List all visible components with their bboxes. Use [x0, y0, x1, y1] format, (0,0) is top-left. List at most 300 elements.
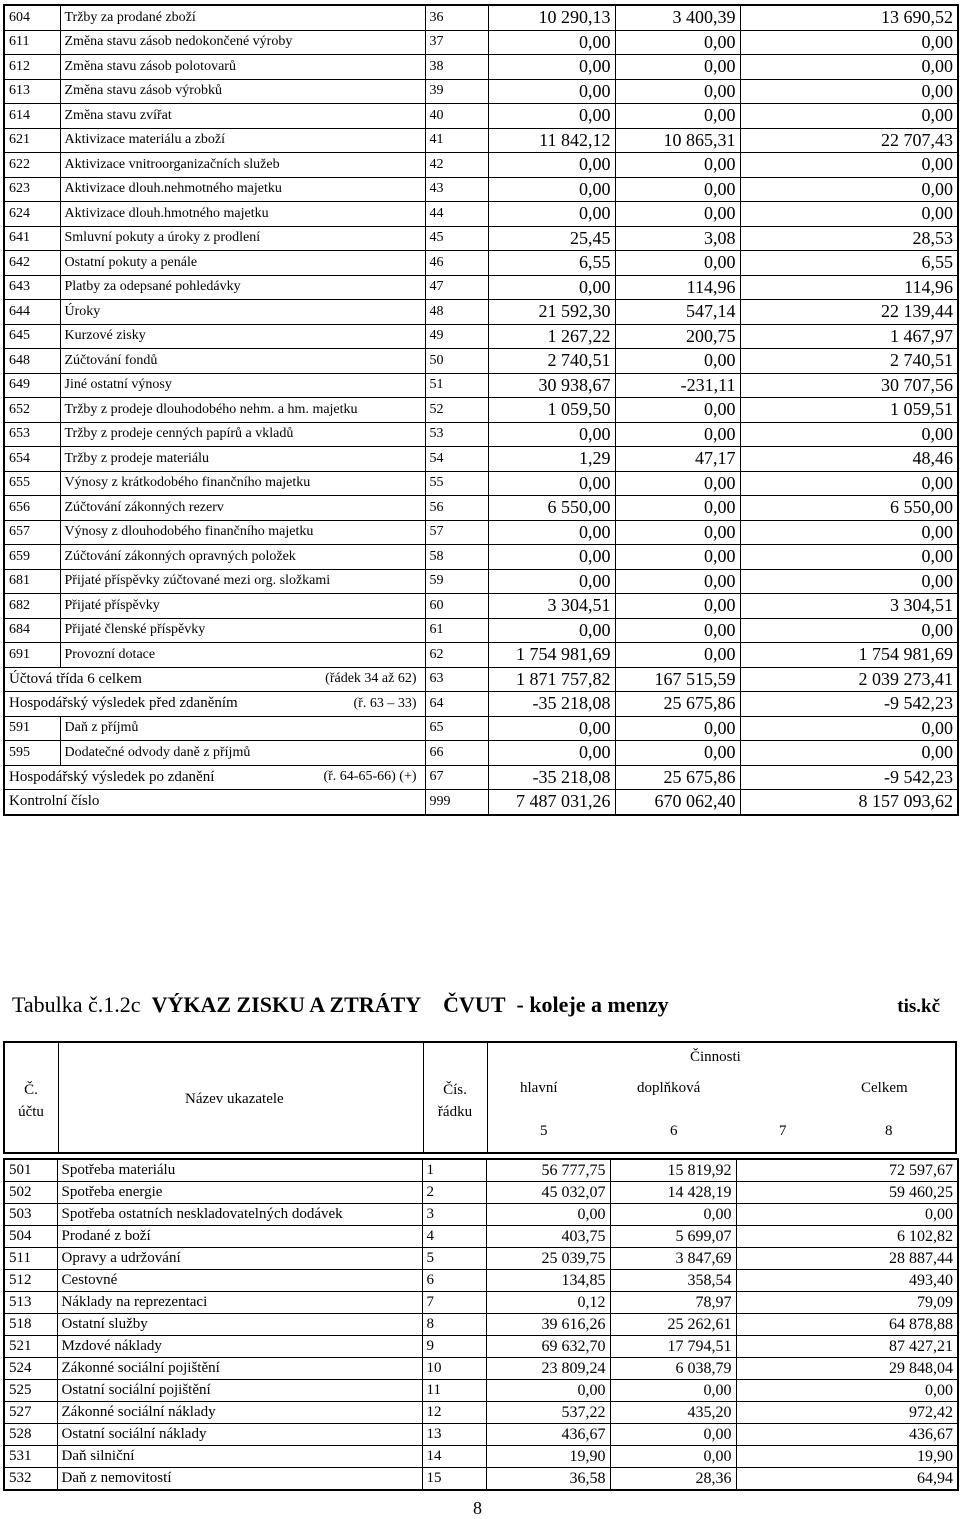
supplementary-activity-value: 670 062,40	[615, 790, 740, 815]
table-row	[4, 1226, 958, 1248]
table-row	[4, 1270, 958, 1292]
supplementary-activity-value: 5 699,07	[610, 1226, 736, 1248]
total-value: -9 542,23	[740, 765, 958, 790]
account-number: 648	[4, 349, 60, 374]
total-value: 22 707,43	[740, 128, 958, 153]
main-activity-value: 134,85	[486, 1270, 610, 1292]
supplementary-activity-value: 10 865,31	[615, 128, 740, 153]
main-activity-value: 0,00	[488, 30, 615, 55]
table-row	[4, 692, 958, 717]
indicator-name: Daň z příjmů	[60, 716, 425, 741]
col-header-account: Č. účtu	[18, 1082, 44, 1120]
total-value: 3 304,51	[740, 594, 958, 619]
supplementary-activity-value: 0,00	[615, 177, 740, 202]
col-header-supplementary: doplňková	[637, 1080, 701, 1096]
main-activity-value: 0,00	[488, 471, 615, 496]
supplementary-activity-value: 15 819,92	[610, 1159, 736, 1182]
supplementary-activity-value: 17 794,51	[610, 1336, 736, 1358]
row-number: 67	[425, 765, 488, 790]
supplementary-activity-value: 0,00	[615, 618, 740, 643]
account-number: 511	[4, 1248, 57, 1270]
table-row	[4, 741, 958, 766]
col-header-main: hlavní	[520, 1080, 558, 1096]
indicator-name: Aktivizace dlouh.nehmotného majetku	[60, 177, 425, 202]
supplementary-activity-value: 0,00	[615, 716, 740, 741]
indicator-name: Dodatečné odvody daně z příjmů	[60, 741, 425, 766]
total-value: 28,53	[740, 226, 958, 251]
supplementary-activity-value: 0,00	[615, 55, 740, 80]
row-number: 52	[425, 398, 488, 423]
account-number: 641	[4, 226, 60, 251]
indicator-name: Kurzové zisky	[60, 324, 425, 349]
indicator-name: Přijaté členské příspěvky	[60, 618, 425, 643]
total-value: 30 707,56	[740, 373, 958, 398]
supplementary-activity-value: 0,00	[615, 251, 740, 276]
account-number: 528	[4, 1424, 57, 1446]
indicator-name: Zákonné sociální pojištění	[57, 1358, 422, 1380]
table-row	[4, 226, 958, 251]
col-number-8: 8	[885, 1123, 893, 1139]
supplementary-activity-value: 6 038,79	[610, 1358, 736, 1380]
row-number: 53	[425, 422, 488, 447]
row-number: 13	[422, 1424, 486, 1446]
table-row	[4, 667, 958, 692]
table-row	[4, 373, 958, 398]
supplementary-activity-value: 25 675,86	[615, 765, 740, 790]
table-row	[4, 1182, 958, 1204]
indicator-name: Ostatní pokuty a penále	[60, 251, 425, 276]
indicator-name: Změna stavu zásob výrobků	[60, 79, 425, 104]
table-row	[4, 1468, 958, 1491]
row-number: 1	[422, 1159, 486, 1182]
main-activity-value: 45 032,07	[486, 1182, 610, 1204]
main-activity-value: 0,00	[488, 79, 615, 104]
row-number: 50	[425, 349, 488, 374]
main-activity-value: 436,67	[486, 1424, 610, 1446]
row-number: 61	[425, 618, 488, 643]
account-number: 691	[4, 643, 60, 668]
indicator-name: Cestovné	[57, 1270, 422, 1292]
supplementary-activity-value: 435,20	[610, 1402, 736, 1424]
row-number: 4	[422, 1226, 486, 1248]
row-number: 15	[422, 1468, 486, 1491]
supplementary-activity-value: 0,00	[615, 741, 740, 766]
total-value: 29 848,04	[736, 1358, 958, 1380]
row-number: 59	[425, 569, 488, 594]
row-number: 62	[425, 643, 488, 668]
total-value: 8 157 093,62	[740, 790, 958, 815]
main-activity-value: 537,22	[486, 1402, 610, 1424]
total-value: 64 878,88	[736, 1314, 958, 1336]
row-number: 54	[425, 447, 488, 472]
total-value: 72 597,67	[736, 1159, 958, 1182]
main-activity-value: 69 632,70	[486, 1336, 610, 1358]
account-number: 614	[4, 104, 60, 129]
upper-income-table	[3, 4, 959, 816]
main-activity-value: 1 059,50	[488, 398, 615, 423]
main-activity-value: 0,00	[488, 177, 615, 202]
supplementary-activity-value: 0,00	[615, 398, 740, 423]
main-activity-value: 0,12	[486, 1292, 610, 1314]
indicator-name: Spotřeba energie	[57, 1182, 422, 1204]
supplementary-activity-value: 0,00	[615, 422, 740, 447]
row-number: 63	[425, 667, 488, 692]
account-number: 682	[4, 594, 60, 619]
supplementary-activity-value: 0,00	[615, 594, 740, 619]
table-row	[4, 324, 958, 349]
account-number: 623	[4, 177, 60, 202]
main-activity-value: 1,29	[488, 447, 615, 472]
summary-label: Hospodářský výsledek před zdaněním	[9, 695, 238, 712]
total-value: 87 427,21	[736, 1336, 958, 1358]
row-number: 49	[425, 324, 488, 349]
row-number: 65	[425, 716, 488, 741]
supplementary-activity-value: 114,96	[615, 275, 740, 300]
supplementary-activity-value: -231,11	[615, 373, 740, 398]
indicator-name: Jiné ostatní výnosy	[60, 373, 425, 398]
main-activity-value: 1 871 757,82	[488, 667, 615, 692]
account-number: 621	[4, 128, 60, 153]
table-row	[4, 594, 958, 619]
row-number: 37	[425, 30, 488, 55]
report-title: VÝKAZ ZISKU A ZTRÁTY	[151, 992, 422, 1017]
table-row	[4, 1159, 958, 1182]
total-value: 13 690,52	[740, 5, 958, 30]
table-row	[4, 30, 958, 55]
section-title	[12, 992, 669, 1018]
table-row	[4, 545, 958, 570]
total-value: 0,00	[740, 104, 958, 129]
main-activity-value: 0,00	[488, 520, 615, 545]
row-number: 40	[425, 104, 488, 129]
main-activity-value: -35 218,08	[488, 765, 615, 790]
table-row	[4, 300, 958, 325]
indicator-name: Provozní dotace	[60, 643, 425, 668]
total-value: 972,42	[736, 1402, 958, 1424]
summary-label: Hospodářský výsledek po zdanění	[9, 768, 215, 785]
total-value: 2 740,51	[740, 349, 958, 374]
total-value: 2 039 273,41	[740, 667, 958, 692]
supplementary-activity-value: 0,00	[615, 643, 740, 668]
total-value: 6 102,82	[736, 1226, 958, 1248]
total-value: 0,00	[740, 741, 958, 766]
summary-label: Účtová třída 6 celkem	[9, 670, 142, 687]
row-number: 42	[425, 153, 488, 178]
total-value: 6,55	[740, 251, 958, 276]
table-row	[4, 765, 958, 790]
supplementary-activity-value: 28,36	[610, 1468, 736, 1491]
total-value: 0,00	[740, 30, 958, 55]
total-value: 0,00	[740, 177, 958, 202]
indicator-name: Tržby z prodeje materiálu	[60, 447, 425, 472]
total-value: 436,67	[736, 1424, 958, 1446]
col-number-7: 7	[779, 1123, 787, 1139]
indicator-name: Změna stavu zásob polotovarů	[60, 55, 425, 80]
total-value: 0,00	[740, 520, 958, 545]
supplementary-activity-value: 547,14	[615, 300, 740, 325]
indicator-name: Tržby z prodeje cenných papírů a vkladů	[60, 422, 425, 447]
main-activity-value: 25,45	[488, 226, 615, 251]
main-activity-value: 0,00	[488, 104, 615, 129]
main-activity-value: 0,00	[488, 55, 615, 80]
table-row	[4, 1358, 958, 1380]
indicator-name: Tržby z prodeje dlouhodobého nehm. a hm. majetku	[60, 398, 425, 423]
account-number: 512	[4, 1270, 57, 1292]
main-activity-value: 25 039,75	[486, 1248, 610, 1270]
main-activity-value: 7 487 031,26	[488, 790, 615, 815]
main-activity-value: 21 592,30	[488, 300, 615, 325]
total-value: 493,40	[736, 1270, 958, 1292]
indicator-name: Úroky	[60, 300, 425, 325]
indicator-name: Prodané z boží	[57, 1226, 422, 1248]
indicator-name: Přijaté příspěvky	[60, 594, 425, 619]
summary-label-cell	[4, 790, 425, 815]
account-number: 501	[4, 1159, 57, 1182]
total-value: 22 139,44	[740, 300, 958, 325]
supplementary-activity-value: 0,00	[610, 1446, 736, 1468]
table-row	[4, 55, 958, 80]
indicator-name: Ostatní sociální pojištění	[57, 1380, 422, 1402]
indicator-name: Mzdové náklady	[57, 1336, 422, 1358]
main-activity-value: 2 740,51	[488, 349, 615, 374]
account-number: 624	[4, 202, 60, 227]
supplementary-activity-value: 167 515,59	[615, 667, 740, 692]
col-header-total: Celkem	[861, 1080, 908, 1096]
account-number: 649	[4, 373, 60, 398]
main-activity-value: 1 267,22	[488, 324, 615, 349]
account-number: 595	[4, 741, 60, 766]
supplementary-activity-value: 0,00	[610, 1424, 736, 1446]
table-row	[4, 1424, 958, 1446]
organization-name: ČVUT	[443, 992, 506, 1017]
indicator-name: Platby za odepsané pohledávky	[60, 275, 425, 300]
indicator-name: Přijaté příspěvky zúčtované mezi org. složkami	[60, 569, 425, 594]
total-value: 1 754 981,69	[740, 643, 958, 668]
table-row	[4, 447, 958, 472]
account-number: 655	[4, 471, 60, 496]
supplementary-activity-value: 0,00	[615, 545, 740, 570]
table-row	[4, 790, 958, 815]
indicator-name: Ostatní služby	[57, 1314, 422, 1336]
row-number: 41	[425, 128, 488, 153]
supplementary-activity-value: 3,08	[615, 226, 740, 251]
main-activity-value: 39 616,26	[486, 1314, 610, 1336]
summary-formula: (řádek 34 až 62)	[325, 671, 417, 687]
lower-expense-table	[3, 1158, 959, 1491]
indicator-name: Spotřeba materiálu	[57, 1159, 422, 1182]
account-number: 524	[4, 1358, 57, 1380]
table-row	[4, 1446, 958, 1468]
row-number: 2	[422, 1182, 486, 1204]
main-activity-value: 0,00	[488, 275, 615, 300]
table-row	[4, 1204, 958, 1226]
table-row	[4, 202, 958, 227]
row-number: 5	[422, 1248, 486, 1270]
row-number: 43	[425, 177, 488, 202]
indicator-name: Zúčtování zákonných opravných položek	[60, 545, 425, 570]
main-activity-value: -35 218,08	[488, 692, 615, 717]
table-row	[4, 128, 958, 153]
indicator-name: Aktivizace dlouh.hmotného majetku	[60, 202, 425, 227]
table-row	[4, 643, 958, 668]
table-row	[4, 1336, 958, 1358]
col-number-5: 5	[540, 1123, 548, 1139]
account-number: 642	[4, 251, 60, 276]
table-row	[4, 177, 958, 202]
table-row	[4, 422, 958, 447]
indicator-name: Změna stavu zvířat	[60, 104, 425, 129]
table-row	[4, 251, 958, 276]
supplementary-activity-value: 25 675,86	[615, 692, 740, 717]
main-activity-value: 0,00	[488, 422, 615, 447]
total-value: 0,00	[740, 471, 958, 496]
total-value: 0,00	[736, 1380, 958, 1402]
indicator-name: Smluvní pokuty a úroky z prodlení	[60, 226, 425, 251]
total-value: 1 467,97	[740, 324, 958, 349]
total-value: 79,09	[736, 1292, 958, 1314]
main-activity-value: 3 304,51	[488, 594, 615, 619]
unit-label: tis.kč	[897, 996, 940, 1017]
summary-label-cell	[4, 765, 425, 790]
account-number: 591	[4, 716, 60, 741]
account-number: 525	[4, 1380, 57, 1402]
indicator-name: Daň silniční	[57, 1446, 422, 1468]
row-number: 45	[425, 226, 488, 251]
supplementary-activity-value: 3 847,69	[610, 1248, 736, 1270]
main-activity-value: 403,75	[486, 1226, 610, 1248]
total-value: 19,90	[736, 1446, 958, 1468]
summary-label-cell	[4, 667, 425, 692]
total-value: 48,46	[740, 447, 958, 472]
row-number: 51	[425, 373, 488, 398]
row-number: 47	[425, 275, 488, 300]
row-number: 64	[425, 692, 488, 717]
row-number: 48	[425, 300, 488, 325]
main-activity-value: 0,00	[486, 1380, 610, 1402]
main-activity-value: 36,58	[486, 1468, 610, 1491]
indicator-name: Opravy a udržování	[57, 1248, 422, 1270]
main-activity-value: 23 809,24	[486, 1358, 610, 1380]
account-number: 681	[4, 569, 60, 594]
main-activity-value: 0,00	[488, 618, 615, 643]
account-number: 513	[4, 1292, 57, 1314]
row-number: 56	[425, 496, 488, 521]
supplementary-activity-value: 0,00	[615, 79, 740, 104]
row-number: 44	[425, 202, 488, 227]
supplementary-activity-value: 3 400,39	[615, 5, 740, 30]
table-row	[4, 153, 958, 178]
col-header-activities: Činnosti	[690, 1049, 741, 1065]
account-number: 644	[4, 300, 60, 325]
table-row	[4, 79, 958, 104]
table-row	[4, 1292, 958, 1314]
account-number: 518	[4, 1314, 57, 1336]
row-number: 58	[425, 545, 488, 570]
total-value: 114,96	[740, 275, 958, 300]
total-value: 0,00	[740, 153, 958, 178]
indicator-name: Daň z nemovitostí	[57, 1468, 422, 1491]
supplementary-activity-value: 200,75	[615, 324, 740, 349]
indicator-name: Zúčtování zákonných rezerv	[60, 496, 425, 521]
summary-formula: (ř. 64-65-66) (+)	[323, 769, 417, 785]
summary-label: Kontrolní číslo	[9, 793, 100, 810]
total-value: 0,00	[740, 202, 958, 227]
supplementary-activity-value: 0,00	[610, 1204, 736, 1226]
account-number: 659	[4, 545, 60, 570]
supplementary-activity-value: 0,00	[615, 471, 740, 496]
total-value: 0,00	[740, 79, 958, 104]
row-number: 10	[422, 1358, 486, 1380]
account-number: 613	[4, 79, 60, 104]
table-row	[4, 5, 958, 30]
main-activity-value: 10 290,13	[488, 5, 615, 30]
supplementary-activity-value: 0,00	[615, 569, 740, 594]
supplementary-activity-value: 78,97	[610, 1292, 736, 1314]
table-row	[4, 496, 958, 521]
report-subtitle: - koleje a menzy	[516, 992, 669, 1017]
total-value: 59 460,25	[736, 1182, 958, 1204]
row-number: 66	[425, 741, 488, 766]
row-number: 9	[422, 1336, 486, 1358]
main-activity-value: 1 754 981,69	[488, 643, 615, 668]
main-activity-value: 0,00	[488, 569, 615, 594]
page-number: 8	[473, 1498, 482, 1518]
main-activity-value: 30 938,67	[488, 373, 615, 398]
main-activity-value: 0,00	[488, 202, 615, 227]
row-number: 57	[425, 520, 488, 545]
main-activity-value: 6 550,00	[488, 496, 615, 521]
total-value: 0,00	[740, 569, 958, 594]
row-number: 38	[425, 55, 488, 80]
indicator-name: Tržby za prodané zboží	[60, 5, 425, 30]
supplementary-activity-value: 0,00	[615, 202, 740, 227]
row-number: 60	[425, 594, 488, 619]
main-activity-value: 0,00	[486, 1204, 610, 1226]
row-number: 6	[422, 1270, 486, 1292]
total-value: -9 542,23	[740, 692, 958, 717]
table-row	[4, 1380, 958, 1402]
account-number: 652	[4, 398, 60, 423]
table-row	[4, 275, 958, 300]
account-number: 645	[4, 324, 60, 349]
row-number: 7	[422, 1292, 486, 1314]
table-row	[4, 569, 958, 594]
row-number: 46	[425, 251, 488, 276]
summary-label-cell	[4, 692, 425, 717]
col-header-row-number: Čís. řádku	[437, 1082, 473, 1120]
table-row	[4, 618, 958, 643]
table-number: Tabulka č.1.2c	[12, 992, 141, 1017]
account-number: 653	[4, 422, 60, 447]
table-row	[4, 520, 958, 545]
main-activity-value: 0,00	[488, 545, 615, 570]
summary-formula: (ř. 63 – 33)	[353, 695, 417, 711]
supplementary-activity-value: 0,00	[615, 496, 740, 521]
main-activity-value: 6,55	[488, 251, 615, 276]
total-value: 0,00	[740, 55, 958, 80]
indicator-name: Ostatní sociální náklady	[57, 1424, 422, 1446]
row-number: 3	[422, 1204, 486, 1226]
total-value: 0,00	[740, 618, 958, 643]
supplementary-activity-value: 0,00	[615, 104, 740, 129]
row-number: 12	[422, 1402, 486, 1424]
total-value: 0,00	[740, 545, 958, 570]
table-row	[4, 349, 958, 374]
row-number: 55	[425, 471, 488, 496]
total-value: 64,94	[736, 1468, 958, 1491]
indicator-name: Zúčtování fondů	[60, 349, 425, 374]
table-row	[4, 398, 958, 423]
